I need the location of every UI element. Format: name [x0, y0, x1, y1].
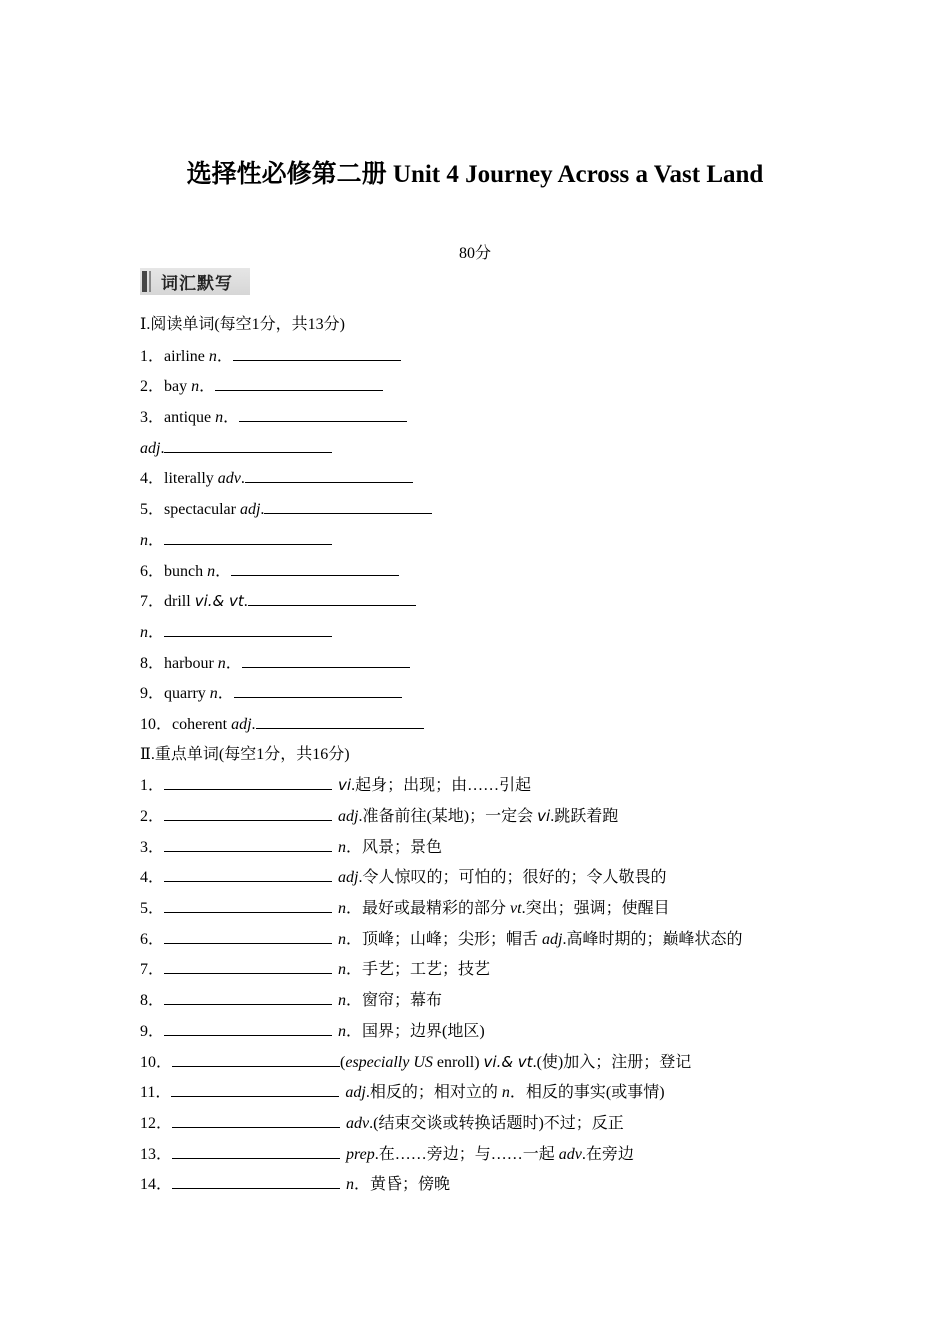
key-word-item: 3． n．风景；景色 — [140, 836, 860, 867]
answer-blank[interactable] — [164, 928, 332, 944]
badge-bar-decoration — [149, 271, 151, 292]
reading-item: n． — [140, 621, 860, 652]
answer-blank[interactable] — [164, 437, 332, 453]
reading-item: 9．quarry n． — [140, 682, 860, 713]
key-word-item: 8． n．窗帘；幕布 — [140, 989, 860, 1020]
page-title: 选择性必修第二册 Unit 4 Journey Across a Vast Land — [186, 161, 764, 188]
section-badge-label: 词汇默写 — [161, 274, 233, 294]
answer-blank[interactable] — [164, 805, 332, 821]
answer-blank[interactable] — [171, 1081, 339, 1097]
answer-blank[interactable] — [172, 1143, 340, 1159]
answer-blank[interactable] — [164, 897, 332, 913]
reading-item: 4．literally adv. — [140, 467, 860, 498]
reading-item: 1．airline n． — [140, 345, 860, 376]
answer-blank[interactable] — [234, 682, 402, 698]
answer-blank[interactable] — [215, 375, 383, 391]
badge-bar-decoration — [142, 271, 147, 292]
key-word-item: 2． adj.准备前往(某地)；一定会 vi.跳跃着跑 — [140, 807, 619, 825]
answer-blank[interactable] — [231, 560, 399, 576]
reading-item: 2．bay n． — [140, 375, 860, 406]
score-label: 80分 — [458, 245, 491, 262]
answer-blank[interactable] — [245, 467, 413, 483]
key-word-item: 10． (especially US enroll) vi.& vt.(使)加入；注册；登记 — [140, 1052, 692, 1071]
answer-blank[interactable] — [164, 958, 332, 974]
exercise-content — [140, 314, 860, 1204]
key-word-item: 7． n．手艺；工艺；技艺 — [140, 958, 860, 989]
section-badge — [140, 268, 250, 295]
answer-blank[interactable] — [164, 836, 332, 852]
reading-item: 8．harbour n． — [140, 652, 860, 683]
reading-item: n． — [140, 529, 860, 560]
reading-item: 6．bunch n． — [140, 560, 860, 591]
answer-blank[interactable] — [248, 590, 416, 606]
key-word-item: 9． n．国界；边界(地区) — [140, 1020, 860, 1051]
key-word-item: 4． adj.令人惊叹的；可怕的；很好的；令人敬畏的 — [140, 866, 860, 897]
key-word-item: 13． prep.在……旁边；与……一起 adv.在旁边 — [140, 1143, 860, 1174]
answer-blank[interactable] — [256, 713, 424, 729]
answer-blank[interactable] — [172, 1112, 340, 1128]
answer-blank[interactable] — [233, 345, 401, 361]
reading-item: adj. — [140, 437, 860, 468]
answer-blank[interactable] — [172, 1173, 340, 1189]
answer-blank[interactable] — [239, 406, 407, 422]
answer-blank[interactable] — [172, 1051, 340, 1067]
part2-heading: Ⅱ.重点单词(每空1分，共16分) — [140, 745, 350, 763]
answer-blank[interactable] — [264, 498, 432, 514]
reading-item: 10．coherent adj. — [140, 713, 860, 744]
key-word-item: 11． adj.相反的；相对立的 n．相反的事实(或事情) — [140, 1081, 860, 1112]
answer-blank[interactable] — [242, 652, 410, 668]
reading-item: 5．spectacular adj. — [140, 498, 860, 529]
answer-blank[interactable] — [164, 1020, 332, 1036]
answer-blank[interactable] — [164, 866, 332, 882]
key-word-item: 5． n．最好或最精彩的部分 vt.突出；强调；使醒目 — [140, 897, 860, 928]
part1-heading: Ⅰ.阅读单词(每空1分，共13分) — [140, 316, 346, 333]
key-word-item: 12． adv.(结束交谈或转换话题时)不过；反正 — [140, 1112, 860, 1143]
answer-blank[interactable] — [164, 529, 332, 545]
key-word-item: 14． n．黄昏；傍晚 — [140, 1173, 860, 1204]
key-word-item: 1． vi.起身；出现；由……引起 — [140, 776, 532, 795]
reading-item: 7．drill vi.& vt. — [140, 590, 860, 621]
answer-blank[interactable] — [164, 774, 332, 790]
answer-blank[interactable] — [164, 989, 332, 1005]
answer-blank[interactable] — [164, 621, 332, 637]
key-word-item: 6． n．顶峰；山峰；尖形；帽舌 adj.高峰时期的；巅峰状态的 — [140, 928, 860, 959]
reading-item: 3．antique n． — [140, 406, 860, 437]
